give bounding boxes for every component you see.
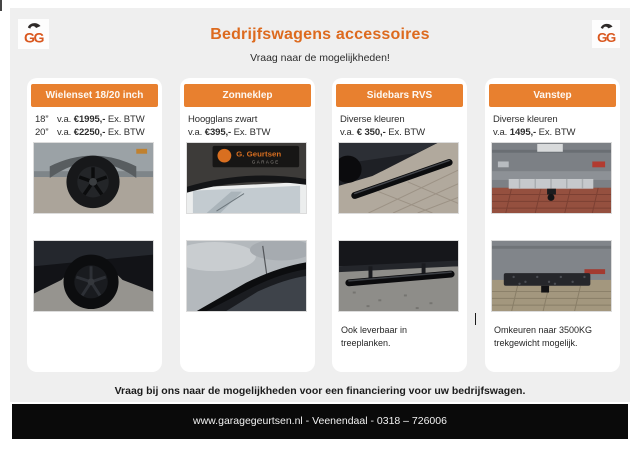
screen-edge-artifact xyxy=(0,0,2,11)
photo-vanstep-aluminium xyxy=(491,142,612,214)
card-title-wielenset: Wielenset 18/20 inch xyxy=(31,84,158,107)
photo-visor-sky xyxy=(186,240,307,312)
card-zonneklep xyxy=(180,78,315,372)
finance-note: Vraag bij ons naar de mogelijkheden voor een financiering voor uw bedrijfswagen. xyxy=(114,385,526,397)
photo-sidebar-pavers xyxy=(338,142,459,214)
contact-info: www.garagegeurtsen.nl - Veenendaal - 0318 – 726006 xyxy=(193,415,447,427)
card-title-vanstep: Vanstep xyxy=(489,84,616,107)
text-cursor-artifact xyxy=(475,313,476,325)
gg-logo-text: GG xyxy=(23,29,44,46)
wielenset-specs xyxy=(35,113,162,139)
wheel-size: 20” xyxy=(35,127,49,138)
price-line: v.a. €395,- Ex. BTW xyxy=(188,127,271,138)
photo-visor-showroom xyxy=(186,142,307,214)
price-line: v.a. €1995,- Ex. BTW xyxy=(57,114,145,125)
description: Diverse kleuren xyxy=(493,114,558,125)
showroom-sign-name: G. Geurtsen xyxy=(236,149,282,159)
page-title: Bedrijfswagens accessoires xyxy=(210,26,430,43)
price-line: v.a. €2250,- Ex. BTW xyxy=(57,127,145,138)
card-title-sidebars: Sidebars RVS xyxy=(336,84,463,107)
photo-sidebar-gravel xyxy=(338,240,459,312)
card-sidebars xyxy=(332,78,467,372)
vanstep-specs xyxy=(493,113,620,139)
spec-row-20inch xyxy=(35,126,162,139)
card-vanstep xyxy=(485,78,620,372)
vanstep-note: Omkeuren naar 3500KG trekgewicht mogelijk. xyxy=(494,325,593,348)
contact-bar xyxy=(12,404,628,439)
spec-row-18inch xyxy=(35,113,162,126)
sidebars-specs xyxy=(340,113,467,139)
photo-vanstep-black xyxy=(491,240,612,312)
price-line: v.a. 1495,- Ex. BTW xyxy=(493,127,576,138)
showroom-sign-sub: GARAGE xyxy=(251,159,280,165)
card-title-zonneklep: Zonneklep xyxy=(184,84,311,107)
zonneklep-specs xyxy=(188,113,315,139)
card-wielenset xyxy=(27,78,162,372)
page-subtitle: Vraag naar de mogelijkheden! xyxy=(250,52,390,64)
wheel-size: 18” xyxy=(35,114,49,125)
price-line: v.a. € 350,- Ex. BTW xyxy=(340,127,425,138)
gg-logo-text: GG xyxy=(597,29,615,45)
description: Diverse kleuren xyxy=(340,114,405,125)
description: Hoogglans zwart xyxy=(188,114,258,125)
sidebars-note: Ook leverbaar in treeplanken. xyxy=(341,325,408,348)
photo-wheel-black-van xyxy=(33,240,154,312)
photo-wheel-silver-van xyxy=(33,142,154,214)
